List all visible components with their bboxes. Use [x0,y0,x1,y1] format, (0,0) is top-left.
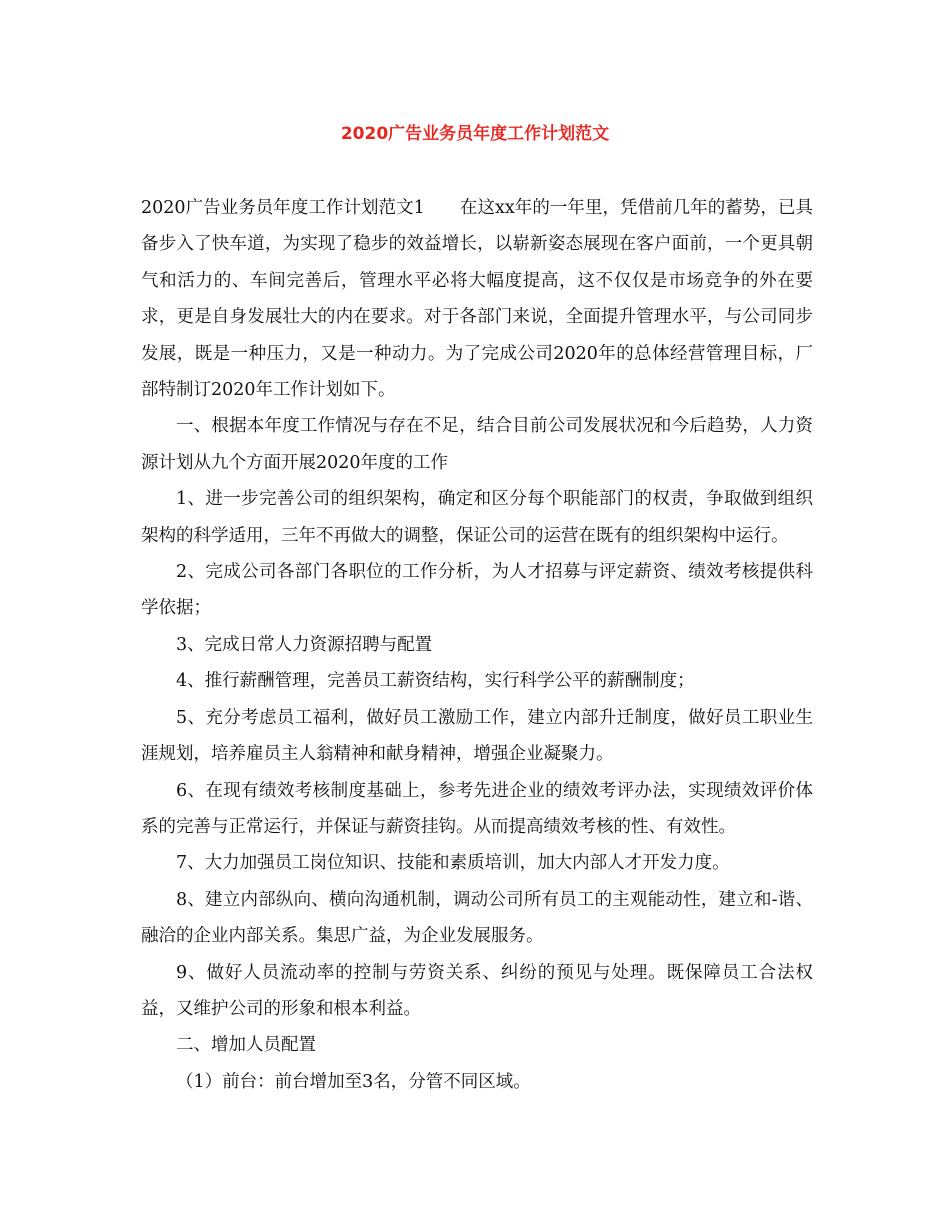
document-body [141,190,813,1100]
paragraph-item-6: 6、在现有绩效考核制度基础上，参考先进企业的绩效考评办法，实现绩效评价体系的完善与正常运行，并保证与薪资挂钩。从而提高绩效考核的性、有效性。 [141,780,813,837]
paragraph-item-1: 1、进一步完善公司的组织架构，确定和区分每个职能部门的权责，争取做到组织架构的科学适用，三年不再做大的调整，保证公司的运营在既有的组织架构中运行。 [141,489,813,546]
paragraph-front-desk: （1）前台：前台增加至3名，分管不同区域。 [176,1071,531,1092]
document-title: 2020广告业务员年度工作计划范文 [340,124,610,144]
paragraph-item-2: 2、完成公司各部门各职位的工作分析，为人才招募与评定薪资、绩效考核提供科学依据； [141,562,813,619]
paragraph-item-7: 7、大力加强员工岗位知识、技能和素质培训，加大内部人才开发力度。 [176,853,730,874]
paragraph-item-5: 5、充分考虑员工福利，做好员工激励工作，建立内部升迁制度，做好员工职业生涯规划，培养雇员主人翁精神和献身精神，增强企业凝聚力。 [141,707,813,765]
paragraph-item-3: 3、完成日常人力资源招聘与配置 [176,634,433,655]
paragraph-item-8: 8、建立内部纵向、横向沟通机制，调动公司所有员工的主观能动性，建立和-谐、融洽的企业内部关系。集思广益，为企业发展服务。 [141,889,813,947]
paragraph-item-4: 4、推行薪酬管理，完善员工薪资结构，实行科学公平的薪酬制度； [176,671,695,692]
paragraph-item-9: 9、做好人员流动率的控制与劳资关系、纠纷的预见与处理。既保障员工合法权益，又维护公司的形象和根本利益。 [141,962,813,1019]
paragraph-section-one-heading: 一、根据本年度工作情况与存在不足，结合目前公司发展状况和今后趋势，人力资源计划从九个方面开展2020年度的工作 [141,416,813,473]
paragraph-section-two-heading: 二、增加人员配置 [176,1035,316,1056]
paragraph-intro: 2020广告业务员年度工作计划范文1 在这xx年的一年里，凭借前几年的蓄势，已具备步入了快车道，为实现了稳步的效益增长，以崭新姿态展现在客户面前，一个更具朝气和活力的、车间完善后，管理水平必将大幅度提高，这不仅仅是市场竞争的外在要求，更是自身发展壮大的内在要求。对于各部门来说，全面提升管理水平，与公司同步发展，既是一种压力，又是一种动力。为了完成公司2020年的总体经营管理目标，厂部特制订2020年工作计划如下。 [141,198,813,401]
